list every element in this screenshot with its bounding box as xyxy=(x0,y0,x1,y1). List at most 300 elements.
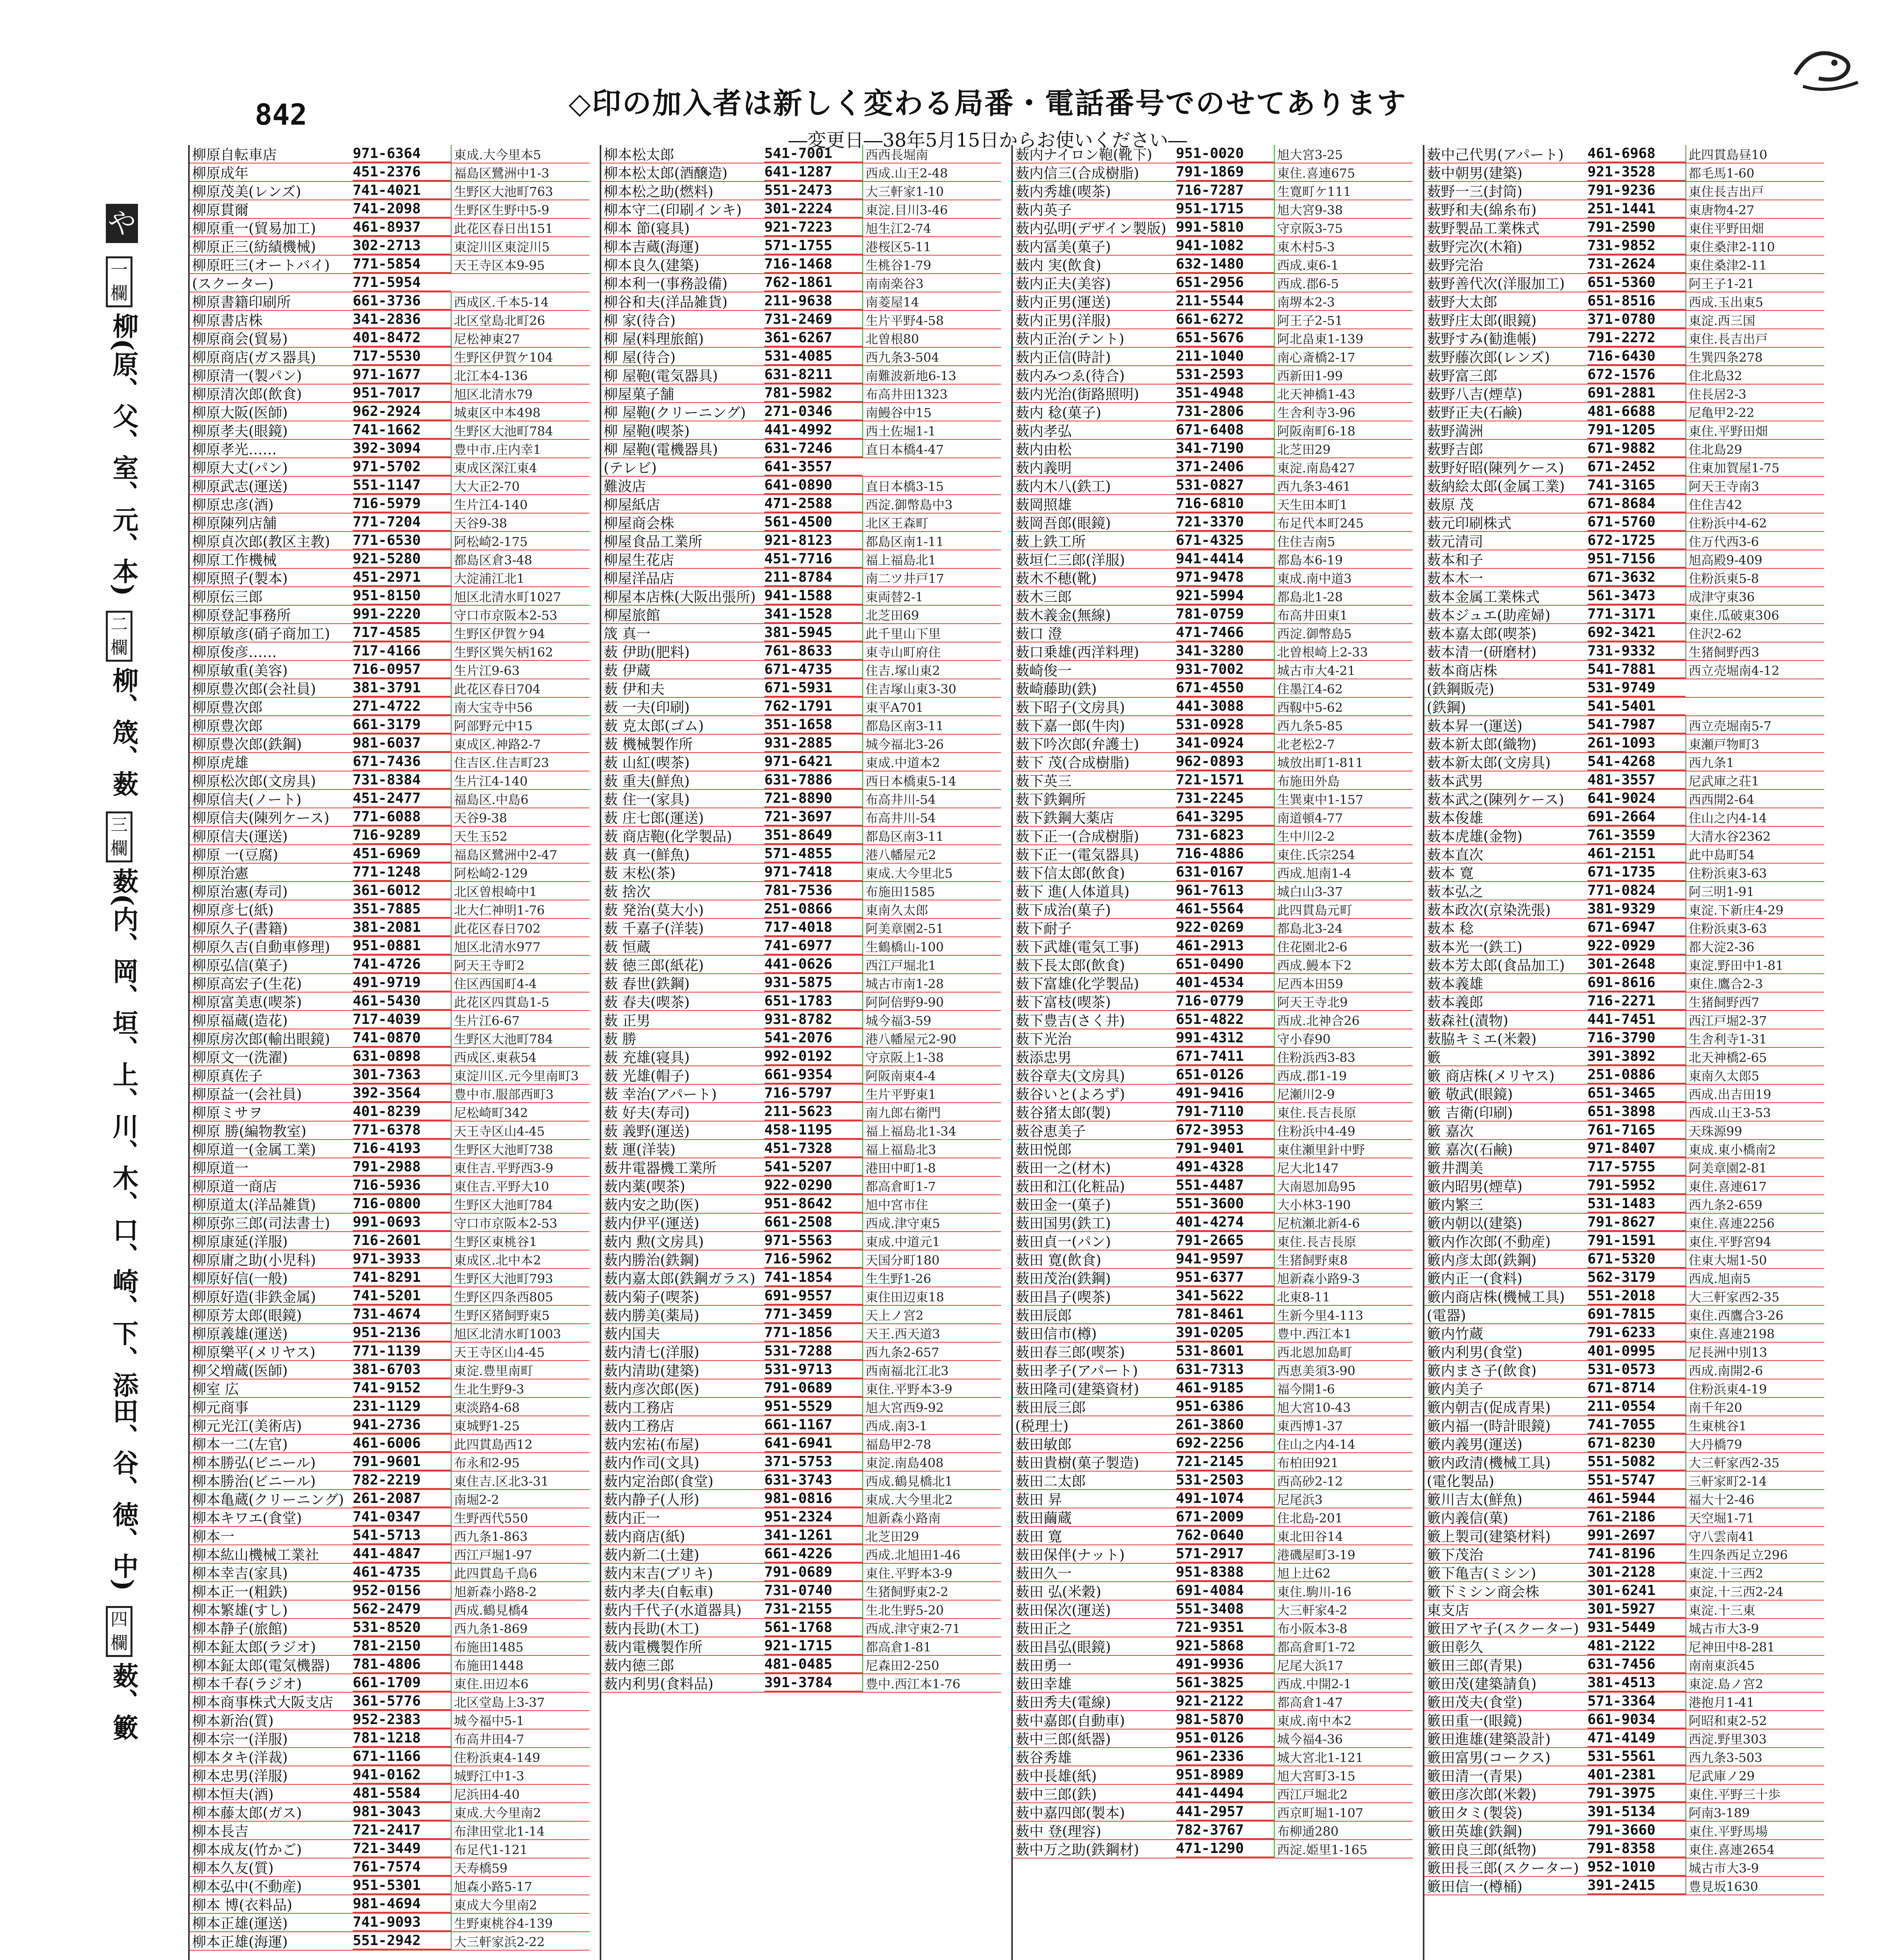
listing-address: 北天神橋1-43 xyxy=(1274,385,1413,403)
listing-name: 薮 克太郎(ゴム) xyxy=(604,718,704,734)
listing-address: 城今福3-59 xyxy=(862,1011,1001,1029)
listing-phone: 551-2942 xyxy=(353,1933,451,1950)
listing-address: 東住.駒川-16 xyxy=(1274,1582,1413,1600)
listing-name: 薮野善代次(洋服加工) xyxy=(1427,276,1565,292)
listing-row xyxy=(1424,292,1824,311)
listing-row xyxy=(190,274,590,292)
listing-row xyxy=(190,1674,590,1693)
listing-phone: 461-8937 xyxy=(353,219,451,236)
listing-address: 東住.喜連617 xyxy=(1685,1177,1824,1195)
listing-address: 住東大堀1-50 xyxy=(1685,1250,1824,1269)
listing-phone: 671-3632 xyxy=(1587,569,1685,586)
listing-address: 北天神橋2-65 xyxy=(1685,1048,1824,1066)
listing-address: 西九条1-863 xyxy=(451,1527,590,1545)
listing-row xyxy=(601,919,1001,937)
listing-phone: 741-4726 xyxy=(353,956,451,973)
listing-row xyxy=(601,1416,1001,1435)
listing-name: 薮 正男 xyxy=(604,1013,651,1029)
listing-address: 東成区.北中本2 xyxy=(451,1250,590,1269)
listing-name: 柳原治憲(寿司) xyxy=(192,884,288,900)
listing-row xyxy=(190,1085,590,1103)
listing-address: 西成.玉出東5 xyxy=(1685,292,1824,310)
listing-row xyxy=(190,624,590,642)
listing-name: 柳本 節(寝具) xyxy=(604,221,690,237)
listing-phone: 541-7987 xyxy=(1587,717,1685,734)
listing-row xyxy=(601,1343,1001,1361)
listing-name: 薮内彦次郎(医) xyxy=(604,1381,700,1397)
listing-phone: 741-3165 xyxy=(1587,477,1685,494)
listing-phone: 631-0898 xyxy=(353,1048,451,1065)
listing-row xyxy=(190,1306,590,1324)
listing-phone: 921-1715 xyxy=(764,1638,862,1655)
listing-phone: 451-6969 xyxy=(353,846,451,863)
listing-phone: 651-1783 xyxy=(764,993,862,1010)
listing-name: 薮下正一(合成樹脂) xyxy=(1015,829,1139,845)
listing-address: 西淀.姫里1-165 xyxy=(1274,1840,1413,1858)
listing-name: 籔田重一(眼鏡) xyxy=(1427,1713,1523,1729)
listing-address: 阿王子1-21 xyxy=(1685,274,1824,292)
listing-name: 薮内弘明(デザイン製版) xyxy=(1015,221,1166,237)
listing-address: 三軒家町2-14 xyxy=(1685,1472,1824,1490)
listing-row xyxy=(190,679,590,698)
listing-name: 薮内菊子(喫茶) xyxy=(604,1289,700,1305)
listing-name: 柳本タキ(洋裁) xyxy=(192,1750,288,1766)
listing-name: 柳原俊彦…… xyxy=(192,644,277,661)
listing-name: 薮元清司 xyxy=(1427,534,1484,550)
kana-tab: や xyxy=(106,204,138,243)
listing-row xyxy=(601,1490,1001,1508)
listing-phone: 941-1588 xyxy=(764,588,862,605)
listing-row xyxy=(1013,1269,1413,1287)
directory-column xyxy=(600,145,1001,1960)
listing-name: 柳原福蔵(造花) xyxy=(192,1013,288,1029)
listing-address: 北芝田29 xyxy=(1274,440,1413,458)
listing-name: 薮田 昇 xyxy=(1015,1492,1062,1508)
listing-phone: 731-9332 xyxy=(1587,643,1685,660)
listing-address: 都高倉町1-72 xyxy=(1274,1637,1413,1655)
listing-row xyxy=(1013,1582,1413,1601)
listing-row xyxy=(190,1361,590,1379)
side-index xyxy=(106,204,161,1755)
listing-name: 柳原虎雄 xyxy=(192,755,249,771)
listing-row xyxy=(1013,587,1413,606)
listing-phone: 961-2336 xyxy=(1176,1748,1274,1766)
listing-row xyxy=(190,1508,590,1527)
listing-name: 籔内彦太郎(鉄鋼) xyxy=(1427,1252,1537,1269)
listing-row xyxy=(601,1195,1001,1214)
listing-name: 薮下成治(菓子) xyxy=(1015,902,1111,918)
listing-name: 薮口 澄 xyxy=(1015,626,1062,642)
listing-row xyxy=(601,292,1001,311)
listing-name: 薮下光治 xyxy=(1015,1031,1072,1047)
listing-address: 生東桃谷1 xyxy=(1685,1416,1824,1434)
listing-row xyxy=(1424,366,1824,385)
listing-address: 都毛馬1-60 xyxy=(1685,163,1824,181)
listing-address: 東淀.豊里南町 xyxy=(451,1361,590,1379)
listing-row xyxy=(1013,1177,1413,1195)
listing-address: 布柏田921 xyxy=(1274,1453,1413,1471)
listing-phone: 481-0485 xyxy=(764,1656,862,1673)
listing-phone: 271-0346 xyxy=(764,403,862,421)
listing-address: 生中川2-2 xyxy=(1274,827,1413,845)
listing-name: 柳本勝治(ビニール) xyxy=(192,1474,316,1490)
listing-address: 港磯屋町3-19 xyxy=(1274,1545,1413,1563)
listing-name: 薮下豊吉(さく井) xyxy=(1015,1013,1125,1029)
listing-phone: 441-4494 xyxy=(1176,1785,1274,1802)
listing-name: 柳屋旅館 xyxy=(604,608,660,624)
listing-address: 東住.喜連675 xyxy=(1274,163,1413,181)
listing-address: 生野東桃谷4-139 xyxy=(451,1914,590,1932)
section-label: 三欄 xyxy=(106,811,132,862)
listing-address: 港抱月1-41 xyxy=(1685,1693,1824,1711)
listing-address: 東木村5-3 xyxy=(1274,237,1413,255)
listing-phone: 631-0167 xyxy=(1176,864,1274,881)
listing-phone: 391-0205 xyxy=(1176,1325,1274,1342)
listing-name: 柳 屋鞄(電気器具) xyxy=(604,368,718,384)
listing-row xyxy=(601,900,1001,919)
listing-address: 阿阿倍野9-90 xyxy=(862,993,1001,1011)
listing-address: 大三軒家西2-35 xyxy=(1685,1453,1824,1471)
listing-phone: 361-6267 xyxy=(764,330,862,347)
listing-name: 薮田信市(樽) xyxy=(1015,1326,1097,1342)
listing-address: 西九条3-504 xyxy=(862,348,1001,366)
listing-name: 籔田三郎(青果) xyxy=(1427,1658,1523,1674)
listing-name: 薮本金属工業株式 xyxy=(1427,589,1540,605)
listing-phone: 211-5544 xyxy=(1176,293,1274,310)
listing-name: 薮内ナイロン鞄(靴下) xyxy=(1015,147,1152,163)
listing-address: 大小林3-190 xyxy=(1274,1195,1413,1213)
listing-row xyxy=(190,1822,590,1840)
listing-address: 尼尾大浜17 xyxy=(1274,1656,1413,1674)
listing-address: 阿美章園2-81 xyxy=(1685,1158,1824,1176)
listing-address: 阿南3-189 xyxy=(1685,1803,1824,1821)
listing-row xyxy=(601,477,1001,495)
listing-row xyxy=(190,1693,590,1711)
listing-row xyxy=(190,329,590,348)
listing-row xyxy=(601,366,1001,385)
listing-address: 東淀.十三西2 xyxy=(1685,1564,1824,1582)
listing-name: 柳原治憲 xyxy=(192,866,249,882)
listing-phone: 771-1856 xyxy=(764,1325,862,1342)
listing-name: 柳原忠彦(酒) xyxy=(192,497,274,513)
listing-row xyxy=(1013,403,1413,421)
listing-address: 大三軒家西2-35 xyxy=(1685,1287,1824,1305)
listing-row xyxy=(190,1914,590,1932)
listing-name: 薮内孝弘 xyxy=(1015,423,1072,439)
listing-phone: 981-4694 xyxy=(353,1896,451,1913)
listing-address: 住粉浜西3-83 xyxy=(1274,1048,1413,1066)
listing-row xyxy=(1013,1306,1413,1324)
listing-address: 生野区巽矢柄162 xyxy=(451,642,590,661)
listing-row xyxy=(190,1453,590,1472)
listing-address: 城今福4-36 xyxy=(1274,1730,1413,1748)
listing-name: (鉄鋼販売) xyxy=(1427,681,1495,697)
listing-row xyxy=(1424,421,1824,440)
listing-phone: 561-3825 xyxy=(1176,1675,1274,1692)
listing-name: 薮 末松(茶) xyxy=(604,866,676,882)
listing-address: 生片平野4-58 xyxy=(862,311,1001,329)
listing-row xyxy=(601,1582,1001,1601)
listing-address: 住粉浜東3-63 xyxy=(1685,919,1824,937)
listing-phone: 951-2136 xyxy=(353,1325,451,1342)
listing-phone: 631-7246 xyxy=(764,440,862,457)
listing-row xyxy=(601,587,1001,606)
listing-phone: 551-1147 xyxy=(353,477,451,494)
listing-name: 籔井潤美 xyxy=(1427,1160,1484,1176)
listing-row xyxy=(1013,292,1413,311)
listing-name: 籔内朝以(建築) xyxy=(1427,1216,1523,1232)
listing-phone: 301-7363 xyxy=(353,1067,451,1084)
listing-address: 生野区伊賀ケ94 xyxy=(451,624,590,642)
section-chars: 柳、筬、薮 xyxy=(108,667,139,797)
listing-row xyxy=(1424,237,1824,256)
listing-row xyxy=(190,1601,590,1619)
listing-address: 東住.喜連2654 xyxy=(1685,1840,1824,1858)
listing-name: 薮 一夫(印刷) xyxy=(604,700,690,716)
listing-address: 城古市南1-28 xyxy=(862,974,1001,992)
listing-phone: 991-0693 xyxy=(353,1214,451,1231)
listing-phone: 351-4948 xyxy=(1176,385,1274,402)
listing-row xyxy=(190,311,590,329)
listing-address: 此花区春日704 xyxy=(451,679,590,697)
listing-name: 薮本ジュエ(助産婦) xyxy=(1427,608,1551,624)
listing-name: 籔内朝吉(促成青果) xyxy=(1427,1400,1551,1416)
listing-phone: 481-3557 xyxy=(1587,772,1685,789)
listing-address: 生寛町ケ111 xyxy=(1274,182,1413,200)
listing-row xyxy=(1013,569,1413,587)
listing-name: 薮野すみ(勧進帳) xyxy=(1427,331,1537,347)
listing-address: 直日本橋4-47 xyxy=(862,440,1001,458)
listing-phone: 631-7456 xyxy=(1587,1656,1685,1673)
listing-phone: 791-3660 xyxy=(1587,1822,1685,1839)
listing-name: 柳本成友(竹かご) xyxy=(192,1842,302,1858)
listing-row xyxy=(1424,1472,1824,1490)
listing-phone: 951-6377 xyxy=(1176,1269,1274,1287)
listing-address: 成津守東36 xyxy=(1685,587,1824,605)
listing-row xyxy=(601,864,1001,882)
listing-name: 柳原 一(豆腐) xyxy=(192,847,278,863)
listing-row xyxy=(1013,348,1413,366)
listing-row xyxy=(1424,827,1824,845)
listing-row xyxy=(190,550,590,569)
listing-phone: 961-7613 xyxy=(1176,882,1274,900)
listing-name: 柳原豊次郎(会社員) xyxy=(192,681,316,697)
listing-address: 生猪飼野東8 xyxy=(1274,1250,1413,1269)
listing-address: 東住.平野本3-9 xyxy=(862,1379,1001,1397)
listing-address: 西成.旭南1-4 xyxy=(1274,864,1413,882)
listing-name: 薮木不穂(靴) xyxy=(1015,571,1097,587)
listing-row xyxy=(601,1527,1001,1545)
listing-name: 柳原弥三郎(司法書士) xyxy=(192,1216,330,1232)
listing-row xyxy=(190,348,590,366)
listing-address: 生片江6-67 xyxy=(451,1011,590,1029)
listing-address: 豊中市.服部西町3 xyxy=(451,1085,590,1103)
listing-row xyxy=(190,864,590,882)
listing-address: 阿阪南町6-18 xyxy=(1274,421,1413,439)
listing-name: 薮田一之(材木) xyxy=(1015,1160,1111,1176)
listing-name: 柳原敏彦(硝子商加工) xyxy=(192,626,330,642)
listing-phone: 951-5301 xyxy=(353,1877,451,1895)
listing-address: 天王.西天道3 xyxy=(862,1324,1001,1342)
listing-phone: 401-8239 xyxy=(353,1103,451,1121)
listing-phone: 951-0020 xyxy=(1176,145,1274,163)
listing-name: 薮 庄七郎(運送) xyxy=(604,810,704,826)
listing-address: 東両替2-1 xyxy=(862,587,1001,605)
listing-phone: 741-8196 xyxy=(1587,1546,1685,1563)
listing-name: 籔 嘉次 xyxy=(1427,1123,1474,1140)
listing-row xyxy=(1013,1416,1413,1435)
listing-phone: 571-4855 xyxy=(764,846,862,863)
listing-phone: 391-2415 xyxy=(1587,1877,1685,1895)
listing-row xyxy=(190,1140,590,1158)
listing-name: 薮田貴樹(菓子製造) xyxy=(1015,1455,1139,1471)
listing-address: 西成.津守東5 xyxy=(862,1214,1001,1232)
listing-phone: 931-5449 xyxy=(1587,1619,1685,1637)
listing-phone: 941-9597 xyxy=(1176,1251,1274,1268)
listing-phone: 641-9024 xyxy=(1587,790,1685,808)
listing-address: 福今開1-6 xyxy=(1274,1379,1413,1397)
listing-name: 薮内勝美(薬局) xyxy=(604,1308,700,1324)
listing-address: 生野区大池町784 xyxy=(451,1195,590,1213)
listing-address: 阿王子2-51 xyxy=(1274,311,1413,329)
listing-address: 西京町堀1-107 xyxy=(1274,1803,1413,1821)
listing-row xyxy=(1424,532,1824,550)
listing-row xyxy=(1424,1398,1824,1416)
listing-name: 柳原樂平(メリヤス) xyxy=(192,1345,316,1361)
listing-phone: 441-4847 xyxy=(353,1546,451,1563)
listing-phone: 562-3179 xyxy=(1587,1269,1685,1287)
listing-row xyxy=(1013,1214,1413,1232)
listing-name: 薮田 寛(飲食) xyxy=(1015,1252,1101,1269)
listing-name: 薮中嘉四郎(製本) xyxy=(1015,1805,1125,1821)
listing-row xyxy=(190,1582,590,1601)
listing-name: 薮谷秀雄 xyxy=(1015,1750,1072,1766)
listing-phone: 471-2588 xyxy=(764,495,862,513)
listing-name: 薮本 稔 xyxy=(1427,921,1474,937)
listing-name: 籔田茂(建築請負) xyxy=(1427,1676,1537,1692)
listing-row xyxy=(1013,532,1413,550)
section-chars: 柳(原、父、室、元、本) xyxy=(108,313,139,596)
listing-name: 柳原義雄(運送) xyxy=(192,1326,288,1342)
listing-row xyxy=(1424,808,1824,827)
listing-name: 薮内商店(紙) xyxy=(604,1529,686,1545)
listing-name: 薮 春世(鉄鋼) xyxy=(604,976,690,992)
listing-row xyxy=(1013,1029,1413,1048)
listing-row xyxy=(1013,1730,1413,1748)
listing-address: 布柳通280 xyxy=(1274,1822,1413,1840)
listing-name: 籔下茂治 xyxy=(1427,1547,1484,1563)
listing-phone: 741-9152 xyxy=(353,1380,451,1397)
listing-address: 天寿橋59 xyxy=(451,1858,590,1877)
listing-address: 東住.喜連2256 xyxy=(1685,1214,1824,1232)
listing-phone: 651-2956 xyxy=(1176,274,1274,292)
listing-name: 難波店 xyxy=(604,479,646,495)
listing-name: 薮内 実(飲食) xyxy=(1015,258,1101,274)
listing-name: 柳原 勝(編物教室) xyxy=(192,1123,307,1140)
listing-phone: 971-5563 xyxy=(764,1232,862,1250)
listing-row xyxy=(1013,477,1413,495)
listing-address: 南菱屋14 xyxy=(862,292,1001,310)
listing-name: 籔 嘉次(石鹸) xyxy=(1427,1142,1513,1158)
listing-row xyxy=(601,1011,1001,1029)
listing-address: 天国分町180 xyxy=(862,1250,1001,1269)
listing-name: 柳父増蔵(医師) xyxy=(192,1363,288,1379)
listing-address: 布永和2-95 xyxy=(451,1453,590,1471)
listing-address: 東住田辺東18 xyxy=(862,1287,1001,1305)
listing-row xyxy=(1013,735,1413,753)
listing-row xyxy=(1013,1803,1413,1822)
listing-address: 東成.中道本2 xyxy=(862,753,1001,771)
listing-row xyxy=(1424,1453,1824,1472)
listing-phone: 731-2155 xyxy=(764,1601,862,1618)
listing-row xyxy=(601,624,1001,642)
listing-name: 薮内正男(運送) xyxy=(1015,294,1111,310)
listing-row xyxy=(190,937,590,956)
listing-address: 布高井田東1 xyxy=(1274,606,1413,624)
listing-row xyxy=(190,1895,590,1914)
listing-name: (テレビ) xyxy=(604,460,657,476)
listing-name: 柳原登記事務所 xyxy=(192,608,291,624)
listing-address: 東南久太郎 xyxy=(862,900,1001,918)
listing-address: 東住.長吉長原 xyxy=(1274,1232,1413,1250)
listing-name: 薮田春三郎(喫茶) xyxy=(1015,1345,1125,1361)
listing-phone: 731-6823 xyxy=(1176,827,1274,844)
listing-name: 薮内宏祐(布屋) xyxy=(604,1437,700,1453)
listing-row xyxy=(1424,698,1824,716)
listing-address: 守口市京阪本2-53 xyxy=(451,1214,590,1232)
listing-row xyxy=(190,1177,590,1195)
listing-phone: 731-9852 xyxy=(1587,238,1685,255)
listing-name: 薮内正一 xyxy=(604,1510,660,1526)
listing-name: 薮本清一(研磨材) xyxy=(1427,644,1537,661)
listing-phone: 921-5994 xyxy=(1176,588,1274,605)
listing-address: 阿松崎2-129 xyxy=(451,864,590,882)
listing-address: 布高井田4-7 xyxy=(451,1730,590,1748)
listing-name: 柳原伝三郎 xyxy=(192,589,263,605)
listing-phone: 671-5931 xyxy=(764,680,862,697)
listing-address: 福大十2-46 xyxy=(1685,1490,1824,1508)
listing-name: 薮岡照雄 xyxy=(1015,497,1072,513)
listing-row xyxy=(190,587,590,606)
listing-phone: 661-6272 xyxy=(1176,311,1274,328)
listing-phone: 762-1791 xyxy=(764,698,862,715)
listing-phone: 951-2324 xyxy=(764,1509,862,1526)
listing-row xyxy=(1424,1766,1824,1785)
corner-logo-icon xyxy=(1787,39,1866,98)
listing-row xyxy=(601,1398,1001,1416)
listing-row xyxy=(1013,1748,1413,1766)
listing-name: 薮 住一(家具) xyxy=(604,792,690,808)
listing-address: 旭大宮町3-15 xyxy=(1274,1766,1413,1784)
listing-address: 此四貫島元町 xyxy=(1274,900,1413,918)
listing-name: 薮原 茂 xyxy=(1427,497,1474,513)
notice-title: ◇印の加入者は新しく変わる局番・電話番号でのせてあります xyxy=(568,87,1407,120)
listing-phone: 991-2220 xyxy=(353,606,451,623)
listing-row xyxy=(1013,716,1413,735)
listing-address: 尼松崎町342 xyxy=(451,1103,590,1121)
listing-row xyxy=(601,182,1001,200)
listing-row xyxy=(1424,753,1824,771)
listing-address: 西成区.東萩54 xyxy=(451,1048,590,1066)
listing-address: 住万代西3-6 xyxy=(1685,532,1824,550)
listing-phone: 921-3528 xyxy=(1587,164,1685,181)
listing-phone: 491-9719 xyxy=(353,975,451,992)
listing-name: 柳本繁雄(すし) xyxy=(192,1602,288,1619)
listing-address: 北曽根80 xyxy=(862,329,1001,347)
listing-address: 城放出町1-811 xyxy=(1274,753,1413,771)
listing-row xyxy=(1013,514,1413,532)
listing-address: 尼武庫ノ29 xyxy=(1685,1766,1824,1784)
